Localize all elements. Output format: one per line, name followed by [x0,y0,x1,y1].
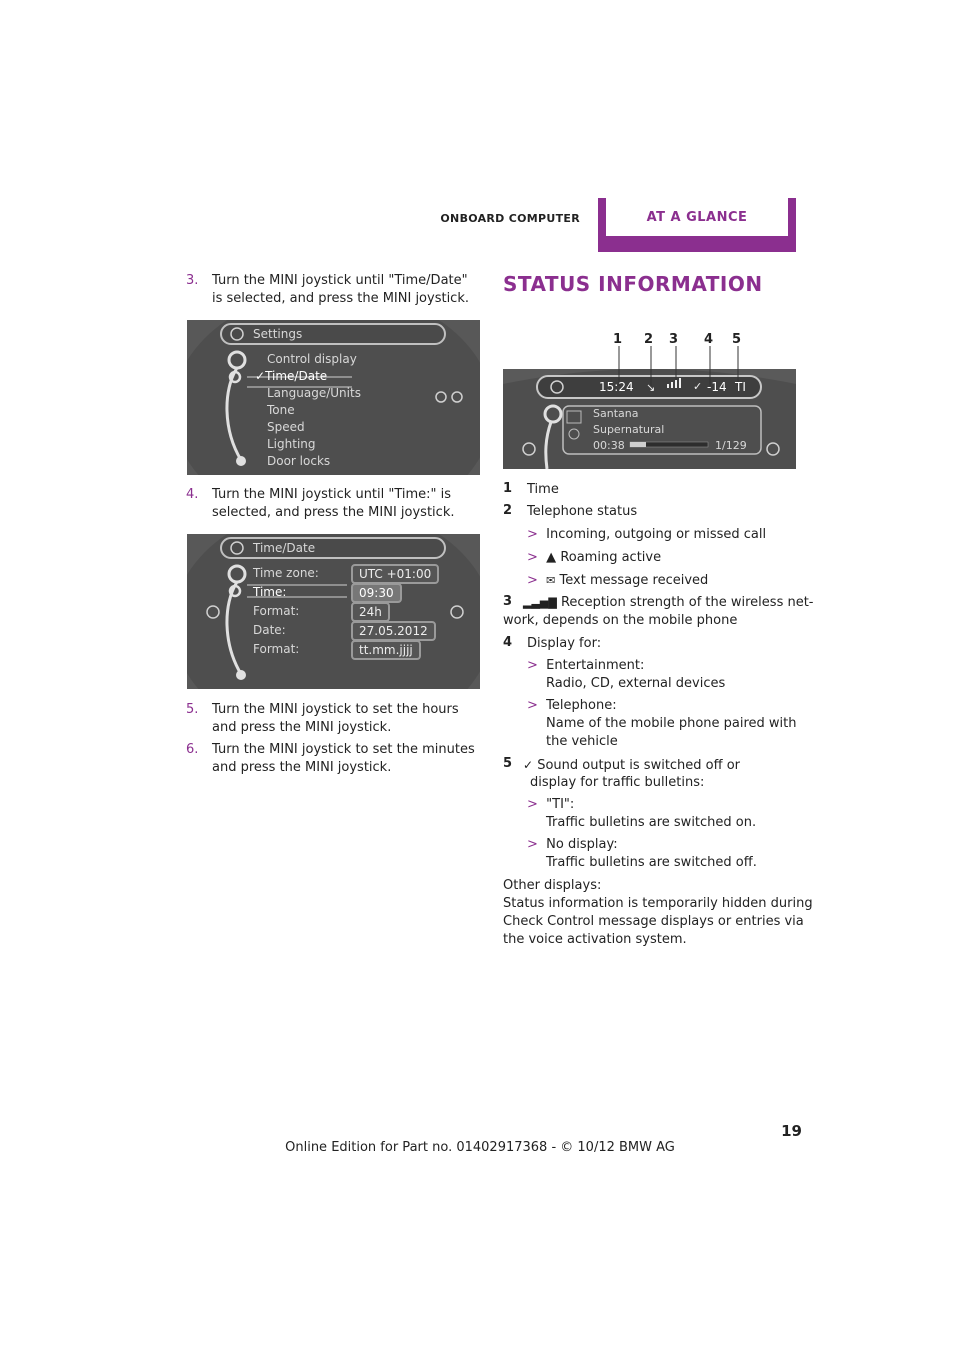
item-text: ▂▃▅▇ Reception strength of the wireless net- [523,595,814,610]
list-item-text: Name of the mobile phone paired with [546,716,797,731]
list-item-text: Traffic bulletins are switched off. [546,855,757,870]
setting-value: 27.05.2012 [351,621,436,641]
setting-label: Time zone: [253,566,319,580]
status-ti: TI [735,380,746,394]
menu-item: Door locks [267,454,331,468]
callout-1: 1 [613,332,623,347]
item-text: Display for: [527,636,602,651]
item-text: ✓ Sound output is switched off or [523,758,741,773]
step-text: Turn the MINI joystick to set the minutes and press the MINI joystick. [212,742,475,775]
step-text: Turn the MINI joystick until "Time/Date" is selected, and press the MINI joystick. [212,273,469,306]
section-tab [598,198,796,252]
step-text: Turn the MINI joystick to set the hours and press the MINI joystick. [212,702,459,735]
item-text: display for traffic bulletins: [530,775,705,790]
list-item-text: the vehicle [546,734,618,749]
list-item-text: Traffic bulletins are switched on. [546,815,757,830]
status-signal-value: -14 [707,380,727,394]
item-number: 4 [503,635,513,650]
step-5 [186,701,482,737]
item-text: work, depends on the mobile phone [503,613,738,628]
list-item: > ▲ Roaming active [527,550,662,565]
list-item: > ✉ Text message received [527,573,709,588]
track-artist: Santana [593,407,639,420]
setting-label-selected: Time: [253,585,287,599]
item-number: 5 [503,756,513,771]
list-item: > Telephone: [527,698,617,713]
step-number: 4. [186,487,199,502]
menu-item: Lighting [267,437,316,451]
setting-value: UTC +01:00 [351,564,439,584]
page-number: 19 [781,1122,802,1140]
step-4 [186,486,482,522]
time-date-screen-graphic [187,534,480,689]
list-item: > Incoming, outgoing or missed call [527,527,767,542]
step-6 [186,741,482,777]
callout-2: 2 [644,332,654,347]
list-item: > No display: [527,837,618,852]
sound-icon: ✓ [693,380,703,393]
step-number: 5. [186,702,199,717]
signal-bars-icon: ▂▃▅▇ [523,596,557,609]
menu-item-label: Time/Date [265,369,328,383]
other-displays-heading: Other displays: [503,878,602,893]
other-displays-text: the voice activation system. [503,932,687,947]
section-title: STATUS INFORMATION [503,272,763,296]
list-item-text: Text message received [559,573,709,588]
list-item: > Entertainment: [527,658,645,673]
sound-off-icon: ✓ [523,758,534,772]
roaming-icon: ▲ [546,550,557,565]
setting-value: tt.mm.jjjj [351,640,421,660]
list-item: > "TI": [527,797,575,812]
screen-title: Settings [253,327,303,341]
list-item-text: Roaming active [560,550,662,565]
callout-4: 4 [704,332,714,347]
list-item-text: Radio, CD, external devices [546,676,726,691]
item-number: 1 [503,481,513,496]
menu-item: Control display [267,352,357,366]
envelope-icon: ✉ [546,574,556,587]
status-screen [503,314,796,469]
callout-3: 3 [669,332,679,347]
item-number: 2 [503,503,513,518]
callout-5: 5 [732,332,742,347]
step-number: 6. [186,742,199,757]
settings-screen [187,320,480,475]
step-text: Turn the MINI joystick until "Time:" is selected, and press the MINI joystick. [212,487,455,520]
other-displays-text: Status information is temporarily hidden during [503,896,813,911]
step-number: 3. [186,273,199,288]
setting-value: 24h [351,602,390,622]
status-time: 15:24 [599,380,634,394]
menu-item: Language/Units [267,386,361,400]
time-date-screen [187,534,480,689]
screen-title: Time/Date [253,541,316,555]
footer-copyright: Online Edition for Part no. 01402917368 - © 10/12 BMW AG [285,1140,675,1155]
phone-icon: ↘ [646,381,656,394]
menu-item-selected: ✓Time/Date [255,369,328,383]
step-3 [186,272,482,308]
running-header: ONBOARD COMPUTER [440,212,580,225]
setting-label: Date: [253,623,286,637]
item-text: Telephone status [527,504,638,519]
setting-label: Format: [253,642,300,656]
other-displays-text: Check Control message displays or entries via [503,914,804,929]
track-elapsed: 00:38 [593,439,625,452]
list-item-text: Incoming, outgoing or missed call [546,527,767,542]
setting-value-selected: 09:30 [351,583,402,603]
item-number: 3 [503,594,513,609]
menu-item: Speed [267,420,305,434]
menu-item: Tone [267,403,295,417]
setting-label: Format: [253,604,300,618]
track-number: 1/129 [715,439,747,452]
item-text: Time [527,482,559,497]
track-title: Supernatural [593,423,665,436]
section-tab-label: AT A GLANCE [606,198,788,236]
